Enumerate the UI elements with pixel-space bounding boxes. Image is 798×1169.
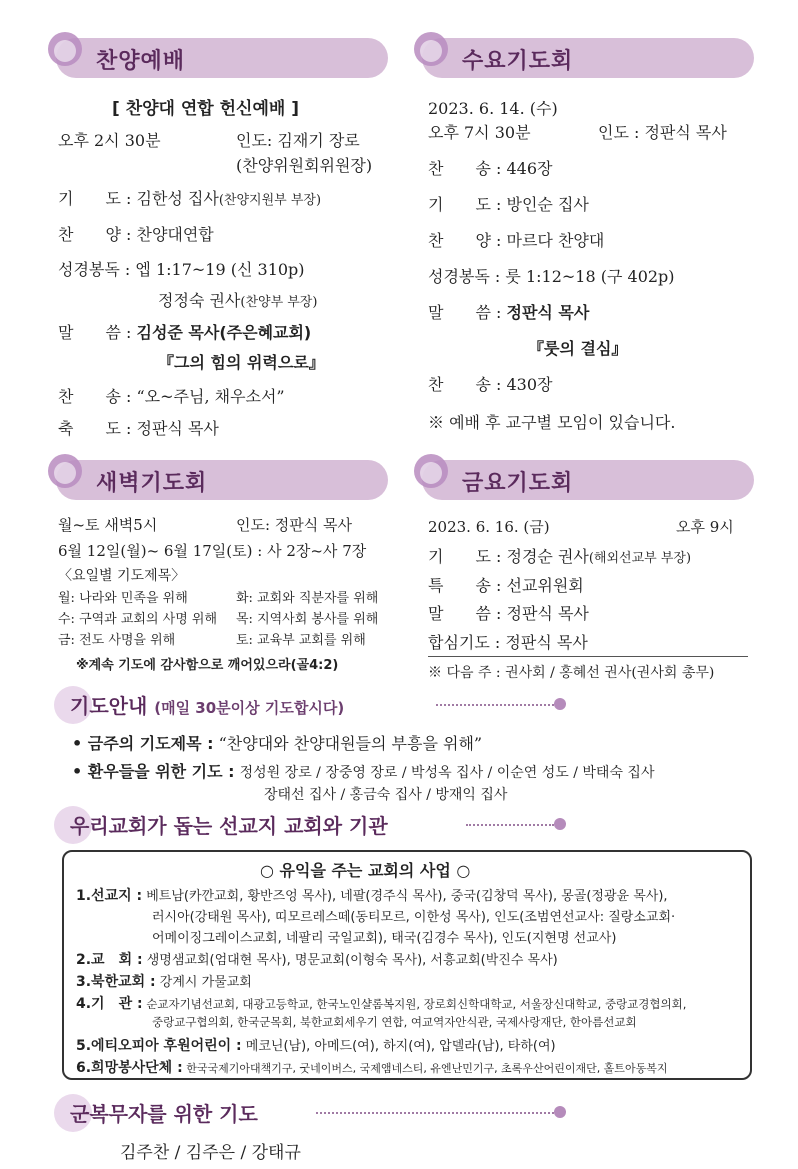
wed-note: ※ 예배 후 교구별 모임이 있습니다.: [428, 413, 676, 432]
choir-worship-header: [56, 38, 388, 78]
wed-praise-row: [428, 228, 604, 251]
wednesday-header: [422, 38, 754, 78]
unison-label: 합심기도 :: [428, 633, 501, 652]
item-line: 강계시 가물교회: [159, 975, 252, 990]
choir-praise-row: [58, 222, 214, 245]
prayer-guide-subtitle: (매일 30분이상 기도합시다): [154, 699, 345, 717]
topic-label: • 금주의 기도제목 :: [72, 734, 214, 753]
header-circle-highlight: [54, 462, 76, 484]
soldiers-names: 김주찬 / 김주은 / 강태규: [120, 1143, 301, 1163]
divider-end-dot: [554, 818, 566, 830]
choir-prayer-row: [58, 186, 321, 209]
mission-item-6: [76, 1057, 667, 1077]
prayer-guide-title: 기도안내: [70, 694, 148, 718]
item-label: 2.교 회 :: [76, 952, 143, 968]
preacher-church: (주은혜교회): [219, 323, 312, 342]
header-circle-highlight: [420, 462, 442, 484]
hymn-value: “오~주님, 채우소서”: [136, 387, 285, 406]
prayer-guide-heading: [70, 690, 344, 719]
dawn-topic-a-2: 금: 전도 사명을 위해: [58, 633, 176, 648]
header-circle-highlight: [54, 40, 76, 62]
prayer-label: 기 도 :: [58, 189, 132, 208]
topic-value: “찬양대와 찬양대원들의 부흥을 위해”: [218, 734, 483, 753]
hymn-label: 찬 송 :: [58, 387, 132, 406]
dawn-days: 월~토 새벽5시: [58, 516, 158, 534]
dawn-topic-b-2: 토: 교육부 교회를 위해: [236, 633, 366, 648]
friday-header: [422, 460, 754, 500]
mission-item-2: [76, 949, 558, 969]
preacher-name: 김성준 목사: [136, 323, 220, 342]
mission-item-5: [76, 1035, 556, 1055]
choir-worship-leader-role: (찬양위원회위원장): [236, 156, 373, 175]
dotted-divider: [436, 704, 554, 706]
preacher-name: 정판식 목사: [506, 303, 590, 322]
dawn-topic-a-1: 수: 구역과 교회의 사명 위해: [58, 612, 218, 627]
choir-reading-row: [58, 257, 305, 280]
friday-next: ※ 다음 주 : 권사회 / 홍혜선 권사(권사회 총무): [428, 665, 715, 681]
wednesday-leader: 인도 : 정판식 목사: [598, 123, 727, 142]
sermon-label: 말 씀 :: [428, 303, 502, 322]
hymn2-value: 430장: [506, 375, 553, 394]
dawn-leader: 인도: 정판식 목사: [236, 516, 353, 534]
missions-box: [62, 850, 752, 1080]
friday-title: 금요기도회: [462, 471, 574, 496]
wednesday-time: 오후 7시 30분: [428, 123, 531, 142]
reader-name: 정정숙 권사: [158, 291, 241, 310]
benediction-label: 축 도 :: [58, 419, 132, 438]
item-label: 6.희망봉사단체 :: [76, 1060, 183, 1076]
mission-item-4: [76, 993, 686, 1013]
item-line: 순교자기념선교회, 대광고등학교, 한국노인샬롬복지원, 장로회신학대학교, 서울장신대학교, 중랑교경협의회,: [146, 997, 687, 1011]
special-label: 특 송 :: [428, 576, 502, 595]
preacher-name: 정판식 목사: [506, 604, 589, 623]
dawn-topic-b-1: 목: 지역사회 봉사를 위해: [236, 612, 379, 627]
sick-prayer-row: [72, 759, 654, 782]
item-label: 4.기 관 :: [76, 996, 143, 1012]
choir-reader-row: [158, 288, 317, 311]
hymn-label: 찬 송 :: [428, 159, 502, 178]
reading-label: 성경봉독 :: [428, 267, 501, 286]
dawn-topics-head: 〈요일별 기도제목〉: [58, 568, 186, 584]
choir-worship-leader: 인도: 김재기 장로: [236, 131, 360, 150]
choir-worship-time: 오후 2시 30분: [58, 131, 161, 150]
item-line: 메코닌(남), 아메드(여), 하지(여), 압델라(남), 타하(여): [245, 1039, 556, 1054]
friday-divider: [428, 656, 748, 657]
choir-benediction-row: [58, 416, 219, 439]
prayer-topic-row: [72, 731, 482, 754]
divider-end-dot: [554, 1106, 566, 1118]
sermon-label: 말 씀 :: [428, 604, 502, 623]
item-line: 베트남(카깐교회, 황반즈엉 목사), 네팔(경주식 목사), 중국(김창덕 목사), 몽골(정광윤 목사),: [146, 889, 668, 904]
header-circle-highlight: [420, 40, 442, 62]
choir-worship-heading: [ 찬양대 연합 헌신예배 ]: [112, 99, 300, 119]
reading-label: 성경봉독 :: [58, 260, 131, 279]
prayer-label: 기 도 :: [428, 195, 502, 214]
soldiers-title: 군복무자를 위한 기도: [70, 1102, 258, 1126]
mission-item-4-line-2: 중랑교구협의회, 한국군목회, 북한교회세우기 연합, 여교역자안식관, 국제사랑재단, 한아름선교회: [152, 1015, 637, 1029]
wed-hymn-row: [428, 156, 552, 179]
mission-item-3: [76, 971, 252, 991]
wednesday-title: 수요기도회: [462, 49, 574, 74]
wed-reading-row: [428, 264, 675, 287]
friday-time: 오후 9시: [676, 518, 734, 536]
dotted-divider: [316, 1112, 554, 1114]
missions-title: 우리교회가 돕는 선교지 교회와 기관: [70, 814, 388, 838]
prayer-role: (찬양지원부 부장): [218, 193, 322, 208]
prayer-name: 정경순 권사: [506, 547, 589, 566]
special-value: 선교위원회: [506, 576, 584, 595]
missions-box-title: ○ 유익을 주는 교회의 사업 ○: [260, 861, 471, 880]
sick-names-2: 장태선 집사 / 홍금숙 집사 / 방재익 집사: [264, 787, 508, 803]
choir-hymn-row: [58, 384, 285, 407]
dawn-topic-b-0: 화: 교회와 직분자를 위해: [236, 591, 379, 606]
friday-date: 2023. 6. 16. (금): [428, 518, 550, 536]
dawn-topic-a-0: 월: 나라와 민족을 위해: [58, 591, 188, 606]
mission-item-1-line-3: 어메이징그레이스교회, 네팔리 국일교회), 태국(김경수 목사), 인도(지현명 선교사): [152, 931, 617, 946]
reader-role: (찬양부 부장): [240, 295, 318, 310]
item-label: 5.에티오피아 후원어린이 :: [76, 1038, 242, 1054]
dotted-divider: [466, 824, 554, 826]
mission-item-1: [76, 885, 668, 905]
prayer-name: 김한성 집사: [136, 189, 219, 208]
item-line: 생명샘교회(엄대현 목사), 명문교회(이형숙 목사), 서흥교회(박진수 목사): [146, 953, 558, 968]
dawn-range: 6월 12일(월)~ 6월 17일(토) : 사 2장~사 7장: [58, 542, 367, 560]
sick-names-1: 정성원 장로 / 장중영 장로 / 박성옥 집사 / 이순연 성도 / 박태숙 집사: [239, 765, 655, 781]
divider-end-dot: [554, 698, 566, 710]
wed-sermon-row: [428, 300, 589, 323]
praise-label: 찬 양 :: [428, 231, 502, 250]
hymn2-label: 찬 송 :: [428, 375, 502, 394]
reading-value: 룻 1:12~18 (구 402p): [505, 267, 675, 286]
sermon-label: 말 씀 :: [58, 323, 132, 342]
hymn-value: 446장: [506, 159, 553, 178]
item-label: 3.북한교회 :: [76, 974, 156, 990]
fri-special-row: [428, 573, 584, 596]
fri-sermon-row: [428, 601, 589, 624]
item-line: 한국국제기아대책기구, 굿네이버스, 국제앰네스티, 유엔난민기구, 초록우산어린이재단, 홀트아동복지: [186, 1062, 668, 1075]
prayer-label: 기 도 :: [428, 547, 502, 566]
praise-value: 마르다 찬양대: [506, 231, 605, 250]
choir-sermon-row: [58, 320, 311, 343]
wed-sermon-title: 『룻의 결심』: [528, 339, 628, 358]
praise-label: 찬 양 :: [58, 225, 132, 244]
dawn-header: [56, 460, 388, 500]
prayer-value: 방인순 집사: [506, 195, 589, 214]
mission-item-1-line-2: 러시아(강태원 목사), 띠모르레스떼(동티모르, 이한성 목사), 인도(조범연선교사: 질랑소교회·: [152, 910, 676, 925]
sick-label: • 환우들을 위한 기도 :: [72, 762, 235, 781]
item-label: 1.선교지 :: [76, 888, 143, 904]
dawn-title: 새벽기도회: [96, 471, 208, 496]
wednesday-date: 2023. 6. 14. (수): [428, 99, 558, 118]
prayer-role: (해외선교부 부장): [588, 551, 692, 566]
dawn-verse: ※계속 기도에 감사함으로 깨어있으라(골4:2): [76, 658, 339, 673]
choir-sermon-title: 『그의 힘의 위력으로』: [158, 353, 325, 372]
reading-value: 엡 1:17~19 (신 310p): [135, 260, 305, 279]
wed-hymn2-row: [428, 372, 552, 395]
choir-worship-title: 찬양예배: [96, 49, 186, 74]
wed-prayer-row: [428, 192, 589, 215]
fri-prayer-row: [428, 544, 691, 567]
fri-unison-row: [428, 630, 588, 653]
unison-value: 정판식 목사: [505, 633, 588, 652]
benediction-value: 정판식 목사: [136, 419, 219, 438]
praise-value: 찬양대연합: [136, 225, 214, 244]
